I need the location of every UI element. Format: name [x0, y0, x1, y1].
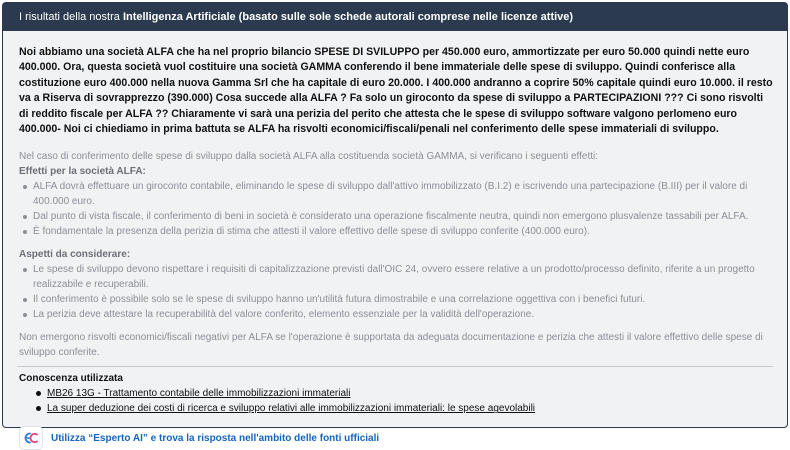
header-title-suffix: (basato sulle sole schede autorali comprese nelle licenze attive): [235, 11, 574, 23]
knowledge-link-super-deduzione[interactable]: La super deduzione dei costi di ricerca e sviluppo relativi alle immobilizzazioni immateriali: le spese agevolabili: [47, 403, 536, 415]
knowledge-link-item: [47, 386, 773, 401]
list-item: Il conferimento è possibile solo se le spese di sviluppo hanno un'utilità futura dimostrabile e una correlazione oggettiva con i benefici futuri.: [33, 292, 773, 307]
list-item: La perizia deve attestare la recuperabilità del valore conferito, elemento essenziale per la validità dell'operazione.: [33, 307, 773, 322]
answer-intro: Nel caso di conferimento delle spese di sviluppo dalla società ALFA alla costituenda società GAMMA, si verificano i seguenti effetti:: [19, 151, 599, 163]
knowledge-title: Conoscenza utilizzata: [19, 373, 123, 385]
esperto-ai-link[interactable]: Utilizza “Esperto AI” e trova la risposta nell'ambito delle fonti ufficiali: [51, 432, 380, 444]
panel-header: [3, 3, 787, 31]
ec-logo-icon: [19, 426, 43, 450]
panel-content: [3, 31, 787, 450]
knowledge-links: [17, 386, 773, 416]
list-item: Le spese di sviluppo devono rispettare i requisiti di capitalizzazione previsti dall'OIC 24, ovvero essere relative a un prodotto/processo definito, riferite a un progetto realizzabile e recuperabili.: [33, 262, 773, 292]
answer-section2-list: [19, 262, 773, 322]
divider: [17, 366, 773, 367]
list-item: È fondamentale la presenza della perizia di stima che attesti il valore effettivo delle spese di sviluppo conferite (400.000 euro).: [33, 224, 773, 239]
knowledge-link-item: [47, 401, 773, 416]
header-title-prefix: I risultati della nostra: [19, 11, 123, 23]
ai-answer: [19, 149, 773, 360]
user-question: Noi abbiamo una società ALFA che ha nel proprio bilancio SPESE DI SVILUPPO per 450.000 euro, ammortizzate per euro 50.000 quindi nette euro 400.000. Ora, questa società vuol costituire una società GAMMA conferendo il bene immateriale delle spese di sviluppo. Quindi conferisce alla costituzione euro 400.000 nella nuova Gamma Srl che ha capitale di euro 20.000. I 400.000 andranno a coprire 50% capitale quindi euro 10.000. il resto va a Riserva di sovrapprezzo (390.000) Cosa succede alla ALFA ? Fa solo un giroconto da spese di sviluppo a PARTECIPAZIONI ??? Ci sono risvolti di reddito fiscale per ALFA ?? Chiaramente vi sarà una perizia del perito che attesta che le spese di sviluppo software valgono perlomeno euro 400.000- Noi ci chiediamo in prima battuta se ALFA ha risvolti economici/fiscali/penali nel conferimento delle spese immateriali di sviluppo.: [19, 46, 773, 136]
answer-section2-title: Aspetti da considerare:: [19, 249, 131, 261]
knowledge-link-mb26[interactable]: MB26 13G - Trattamento contabile delle immobilizzazioni immateriali: [47, 388, 351, 400]
list-item: ALFA dovrà effettuare un giroconto contabile, eliminando le spese di sviluppo dall'attivo immobilizzato (B.I.2) e iscrivendo una partecipazione (B.III) per il valore di 400.000 euro.: [33, 179, 773, 209]
answer-conclusion: Non emergono risvolti economici/fiscali negativi per ALFA se l'operazione è supportata da adeguata documentazione e perizia che attesti il valore effettivo delle spese di sviluppo conferite.: [19, 332, 763, 359]
answer-section1-title: Effetti per la società ALFA:: [19, 166, 146, 178]
answer-section1-list: [19, 179, 773, 239]
header-title-bold: Intelligenza Artificiale: [122, 11, 236, 23]
ai-results-panel: [2, 2, 788, 444]
list-item: Dal punto di vista fiscale, il conferimento di beni in società è considerato una operazione fiscalmente neutra, quindi non emergono plusvalenze tassabili per ALFA.: [33, 209, 773, 224]
esperto-ai-cta[interactable]: [19, 426, 773, 450]
